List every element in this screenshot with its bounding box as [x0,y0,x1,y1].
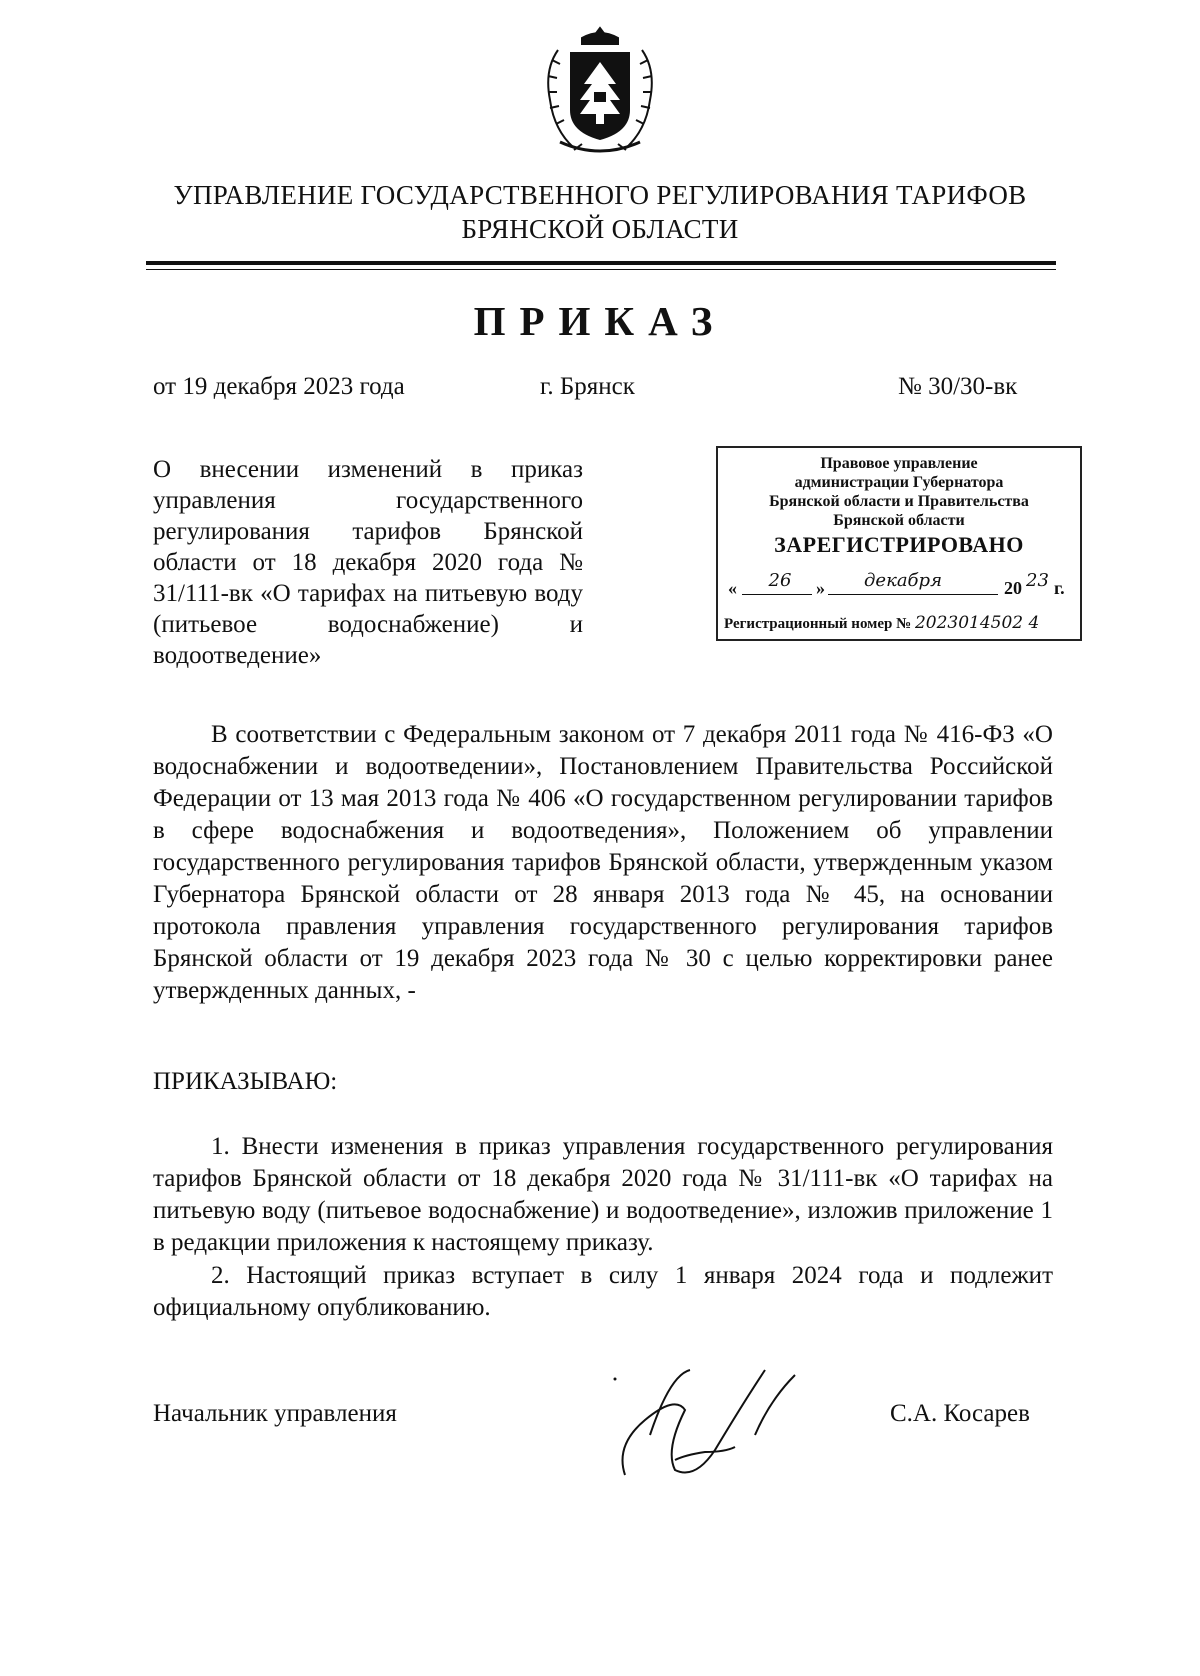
order-item-1: 1. Внести изменения в приказ управления государственного регулирования тарифов Брянской области от 18 декабря 2020 года № 31/111-вк «О тарифах на питьевую воду (питьевое водоснабжение) и водоотведение», изложив приложение 1 в редакции приложения к настоящему приказу. [153,1133,1053,1256]
signatory-position: Начальник управления [153,1400,397,1427]
organization-name-line1: УПРАВЛЕНИЕ ГОСУДАРСТВЕННОГО РЕГУЛИРОВАНИЯ ТАРИФОВ [173,180,1027,210]
document-city: г. Брянск [540,373,635,400]
header-divider-thin [146,269,1056,270]
document-subject: О внесении изменений в приказ управления государственного регулирования тарифов Брянской области от 18 декабря 2020 года № 31/111-вк «О тарифах на питьевую воду (питьевое водоснабжение) и водоотведение» [153,456,583,669]
bryansk-coat-of-arms-icon [530,20,670,165]
stamp-line-3: Брянской области и Правительства [769,493,1029,510]
document-type-title: ПРИКАЗ [473,298,727,344]
document-number: № 30/30-вк [898,373,1018,400]
stamp-registered-label: ЗАРЕГИСТРИРОВАНО [774,532,1024,557]
stamp-line-2: администрации Губернатора [794,474,1004,491]
registration-stamp [716,446,1082,641]
preamble-paragraph: В соответствии с Федеральным законом от 7 декабря 2011 года № 416-ФЗ «О водоснабжении и водоотведении», Постановлением Правительства Российской Федерации от 13 мая 2013 года № 406 «О государственном регулировании тарифов в сфере водоснабжения и водоотведения», Положением об управлении государственного регулирования тарифов Брянской области, утвержденным указом Губернатора Брянской области от 28 января 2013 года № 45, на основании протокола правления управления государственного регулирования тарифов Брянской области от 19 декабря 2023 года № 30 с целью корректировки ранее утвержденных данных, - [153,721,1053,1004]
stamp-line-1: Правовое управление [820,455,978,472]
handwritten-signature [605,1365,835,1485]
order-keyword: ПРИКАЗЫВАЮ: [153,1068,338,1095]
document-date: от 19 декабря 2023 года [153,373,405,400]
stamp-year-prefix: 20 [1004,578,1022,598]
header-divider-thick [146,261,1056,265]
organization-name-line2: БРЯНСКОЙ ОБЛАСТИ [461,214,739,244]
stamp-reg-number: 2023014502 4 [914,613,1040,633]
stamp-line-4: Брянской области [833,512,965,529]
stamp-year-end: г. [1054,578,1065,598]
stamp-registration-number-row [724,613,1080,633]
stamp-day: 26 [768,570,792,591]
stamp-month: декабря [864,570,942,591]
stamp-reg-label: Регистрационный номер № [724,616,912,632]
signatory-name: С.А. Косарев [890,1400,1030,1427]
stamp-date-row: « 26 » декабря 20 23 г. [728,570,1065,598]
order-item-2: 2. Настоящий приказ вступает в силу 1 января 2024 года и подлежит официальному опубликованию. [153,1262,1053,1321]
stamp-year-suffix: 23 [1026,570,1049,591]
